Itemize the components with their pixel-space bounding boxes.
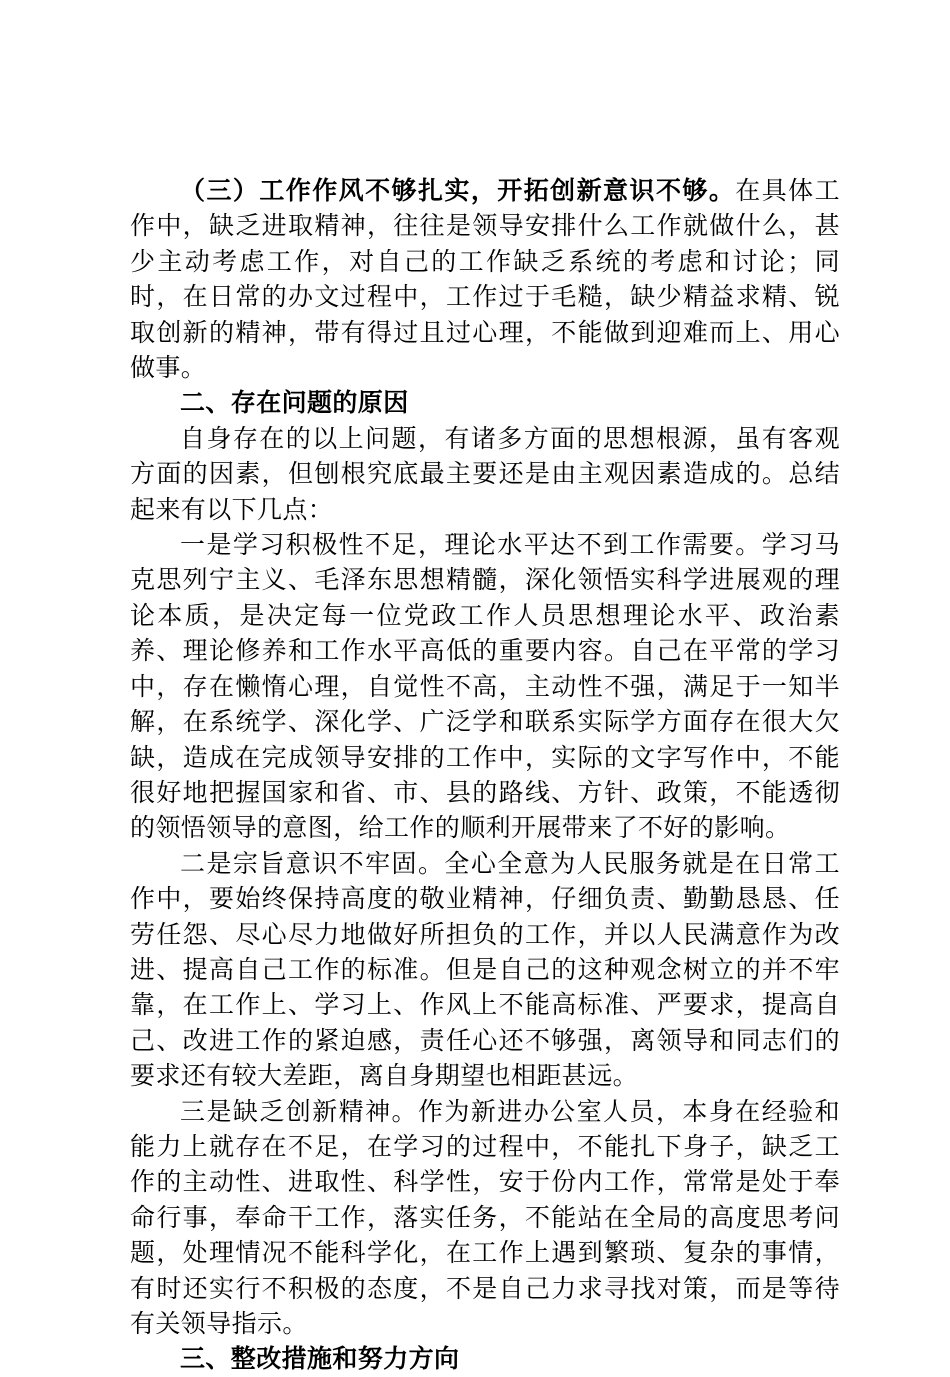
paragraph-body: 在具体工作中，缺乏进取精神，往往是领导安排什么工作就做什么，甚少主动考虑工作，对自己的工作缺乏系统的考虑和讨论；同时，在日常的办文过程中，工作过于毛糙，缺少精益求精、锐取创新的精神，带有得过且过心理，不能做到迎难而上、用心做事。	[130, 176, 840, 383]
paragraph-work-style	[130, 173, 840, 385]
paragraph-causes-intro: 自身存在的以上问题，有诸多方面的思想根源，虽有客观方面的因素，但刨根究底最主要还是由主观因素造成的。总结起来有以下几点：	[130, 423, 840, 524]
paragraph-cause-one: 一是学习积极性不足，理论水平达不到工作需要。学习马克思列宁主义、毛泽东思想精髓，深化领悟实科学进展观的理论本质，是决定每一位党政工作人员思想理论水平、政治素养、理论修养和工作水平高低的重要内容。自己在平常的学习中，存在懒惰心理，自觉性不高，主动性不强，满足于一知半解，在系统学、深化学、广泛学和联系实际学方面存在很大欠缺，造成在完成领导安排的工作中，实际的文字写作中，不能很好地把握国家和省、市、县的路线、方针、政策，不能透彻的领悟领导的意图，给工作的顺利开展带来了不好的影响。	[130, 530, 840, 843]
section-heading-causes: 二、存在问题的原因	[180, 388, 409, 418]
section-heading-measures: 三、整改措施和努力方向	[180, 1344, 460, 1374]
document-page	[130, 173, 840, 1377]
paragraph-cause-two: 二是宗旨意识不牢固。全心全意为人民服务就是在日常工作中，要始终保持高度的敬业精神，仔细负责、勤勤恳恳、任劳任怨、尽心尽力地做好所担负的工作，并以人民满意作为改进、提高自己工作的标准。但是自己的这种观念树立的并不牢靠，在工作上、学习上、作风上不能高标准、严要求，提高自己、改进工作的紧迫感，责任心还不够强，离领导和同志们的要求还有较大差距，离自身期望也相距甚远。	[130, 848, 840, 1091]
paragraph-lead-heading: （三）工作作风不够扎实，开拓创新意识不够。	[180, 176, 736, 205]
paragraph-cause-three: 三是缺乏创新精神。作为新进办公室人员，本身在经验和能力上就存在不足，在学习的过程中，不能扎下身子，缺乏工作的主动性、进取性、科学性，安于份内工作，常常是处于奉命行事，奉命干工作，落实任务，不能站在全局的高度思考问题，处理情况不能科学化，在工作上遇到繁琐、复杂的事情，有时还实行不积极的态度，不是自己力求寻找对策，而是等待有关领导指示。	[130, 1096, 840, 1338]
